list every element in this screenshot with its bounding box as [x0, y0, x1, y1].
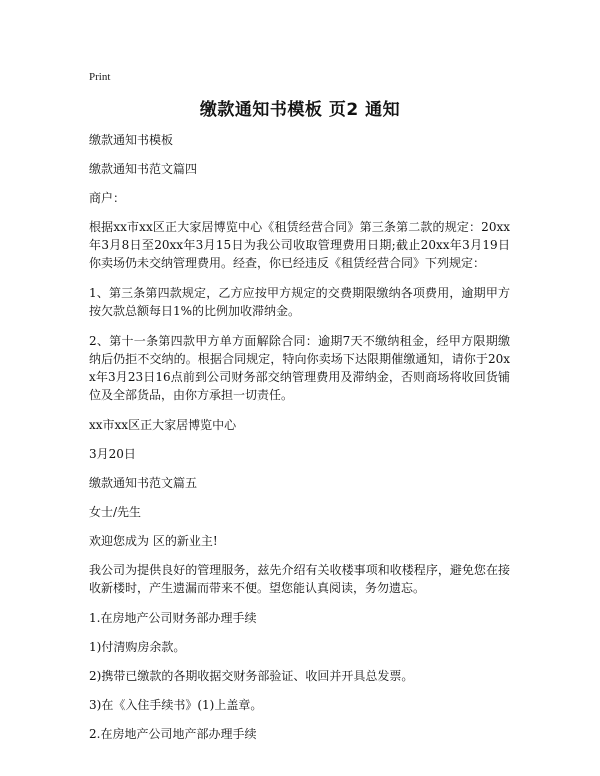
- paragraph: 3)在《入住手续书》(1)上盖章。: [89, 698, 263, 712]
- paragraph: 根据xx市xx区正大家居博览中心《租赁经营合同》第三条第二款的规定：20xx年3月8日至20xx年3月15日为我公司收取管理费用日期;截止20xx年3月19日你卖场仍未交纳管理费用。经查，你已经违反《租赁经营合同》下列规定：: [89, 220, 510, 270]
- paragraph: 2)携带已缴款的各期收据交财务部验证、收回并开具总发票。: [89, 669, 414, 683]
- paragraph: 我公司为提供良好的管理服务，兹先介绍有关收楼事项和收楼程序，避免您在接收新楼时，产生遗漏而带来不便。望您能认真阅读，务勿遗忘。: [89, 563, 510, 595]
- paragraph: 女士/先生: [89, 505, 142, 519]
- paragraph: 1.在房地产公司财务部办理手续: [89, 611, 257, 625]
- document-body: [89, 131, 510, 754]
- paragraph: 3月20日: [89, 447, 136, 461]
- paragraph: 缴款通知书范文篇五: [89, 476, 198, 490]
- paragraph: 商户：: [89, 191, 126, 205]
- paragraph: 缴款通知书模板: [89, 133, 174, 147]
- paragraph: 1)付清购房余款。: [89, 640, 186, 654]
- paragraph: xx市xx区正大家居博览中心: [89, 418, 237, 432]
- paragraph: 缴款通知书范文篇四: [89, 162, 198, 176]
- paragraph: 欢迎您成为 区的新业主!: [89, 534, 218, 548]
- paragraph: 1、第三条第四款规定，乙方应按甲方规定的交费期限缴纳各项费用，逾期甲方按欠款总额每日1%的比例加收滞纳金。: [89, 286, 510, 318]
- paragraph: 2、第十一条第四款甲方单方面解除合同：逾期7天不缴纳租金，经甲方限期缴纳后仍拒不交纳的。根据合同规定，特向你卖场下达限期催缴通知，请你于20xx年3月23日16点前到公司财务部交纳管理费用及滞纳金，否则商场将收回货铺位及全部货品，由你方承担一切责任。: [89, 334, 510, 402]
- print-label: Print: [89, 71, 111, 83]
- paragraph: 2.在房地产公司地产部办理手续: [89, 727, 257, 741]
- page-title: 缴款通知书模板 页2 通知: [199, 100, 401, 120]
